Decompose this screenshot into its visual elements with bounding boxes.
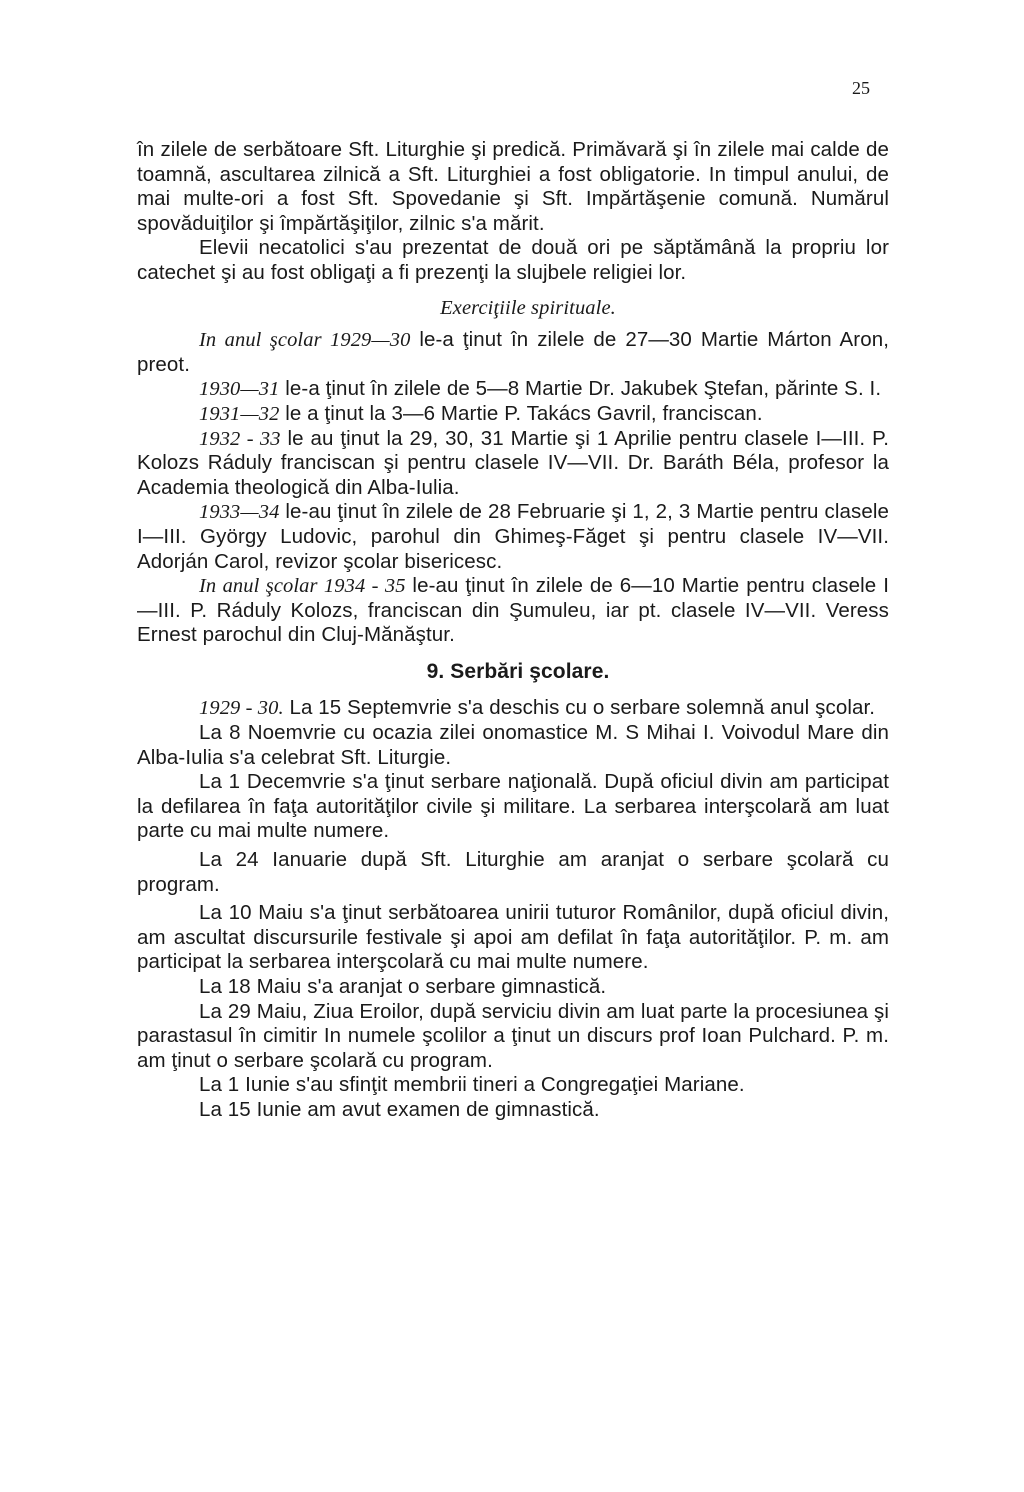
page-number: 25: [852, 78, 870, 98]
serbari-entry: La 10 Maiu s'a ţinut serbătoarea unirii tuturor Românilor, după oficiul divin, am ascultat discursurile festivale şi apoi am defilat în faţa autorităţilor. P. m. am participat la serbarea interşcolară cu mai multe numere.: [137, 901, 889, 974]
entry-year: 1933—34: [199, 501, 280, 524]
section-heading: 9. Serbări şcolare.: [426, 659, 610, 683]
entry-text: le-au ţinut în zilele de 6—10 Martie pentru clasele I—III. P. Ráduly Kolozs, franciscan din Şumuleu, iar pt. clasele IV—VII. Veress Ernest parochul din Cluj-Mănăştur.: [137, 574, 889, 647]
subtitle-exercitii: Exerciţiile spirituale.: [440, 296, 616, 319]
exercitii-entry: [137, 377, 889, 402]
serbari-entry: La 1 Iunie s'au sfinţit membrii tineri a Congregaţiei Mariane.: [199, 1073, 745, 1097]
serbari-entry: La 1 Decemvrie s'a ţinut serbare naţională. După oficiul divin am participat la defilarea în faţa autorităţilor civile şi militare. La serbarea interşcolară am luat parte cu mai multe numere.: [137, 770, 889, 843]
exercitii-entry: [137, 402, 889, 427]
exercitii-entry: [137, 574, 889, 648]
serbari-entry: [137, 696, 889, 721]
serbari-entry: La 18 Maiu s'a aranjat o serbare gimnastică.: [199, 975, 607, 998]
serbari-entry: La 8 Noemvrie cu ocazia zilei onomastice M. S Mihai I. Voivodul Mare din Alba-Iulia s'a celebrat Sft. Liturgie.: [137, 721, 889, 769]
entry-text: La 15 Septemvrie s'a deschis cu o serbare solemnă anul şcolar.: [283, 696, 876, 720]
entry-year: In anul şcolar 1929—30: [199, 329, 411, 352]
entry-text: le-au ţinut în zilele de 28 Februarie şi 1, 2, 3 Martie pentru clasele I—III. György Ludovic, parohul din Ghimeş-Făget şi pentru clasele IV—VII. Adorján Carol, revizor şcolar bisericesc.: [137, 500, 889, 573]
exercitii-entry: [137, 427, 889, 501]
paragraph-non-catholic: Elevii necatolici s'au prezentat de două ori pe săptămână la propriu lor catechet şi au fost obligaţi a fi prezenţi la slujbele religiei lor.: [137, 236, 889, 284]
document-body: [137, 138, 889, 1123]
entry-year: 1929 - 30.: [199, 697, 284, 720]
exercitii-list: [137, 328, 889, 648]
entry-year: 1931—32: [199, 402, 280, 425]
entry-year: 1930—31: [199, 378, 280, 401]
entry-text: le au ţinut la 29, 30, 31 Martie şi 1 Aprilie pentru clasele I—III. P. Kolozs Ráduly franciscan şi pentru clasele IV—VII. Dr. Baráth Béla, profesor la Academia theologică din Alba-Iulia.: [137, 426, 889, 499]
entry-year: 1932 - 33: [199, 427, 281, 450]
exercitii-entry: [137, 328, 889, 377]
entry-text: le-a ţinut în zilele de 27—30 Martie Márton Aron, preot.: [137, 328, 889, 376]
serbari-entry: La 29 Maiu, Ziua Eroilor, după serviciu divin am luat parte la procesiunea şi parastasul în cimitir In numele şcolilor a ţinut un discurs prof Ioan Pulchard. P. m. am ţinut o serbare şcolară cu program.: [137, 999, 889, 1072]
paragraph-liturgy: în zilele de serbătoare Sft. Liturghie şi predică. Primăvară şi în zilele mai calde de toamnă, ascultarea zilnică a Sft. Liturghiei a fost obligatorie. In timpul anului, de mai multe-ori a fost Sft. Spovedanie şi Sft. Impărtăşenie comună. Numărul spovăduiţilor şi împărtăşiţilor, zilnic s'a mărit.: [137, 138, 889, 235]
serbari-list: [137, 696, 889, 1122]
serbari-entry: La 24 Ianuarie după Sft. Liturghie am aranjat o serbare şcolară cu program.: [137, 848, 889, 896]
entry-text: le a ţinut la 3—6 Martie P. Takács Gavril, franciscan.: [279, 401, 763, 425]
entry-year: In anul şcolar 1934 - 35: [199, 575, 406, 598]
serbari-entry: La 15 Iunie am avut examen de gimnastică.: [199, 1097, 600, 1121]
entry-text: le-a ţinut în zilele de 5—8 Martie Dr. Jakubek Ştefan, părinte S. I.: [279, 377, 882, 401]
exercitii-entry: [137, 500, 889, 574]
